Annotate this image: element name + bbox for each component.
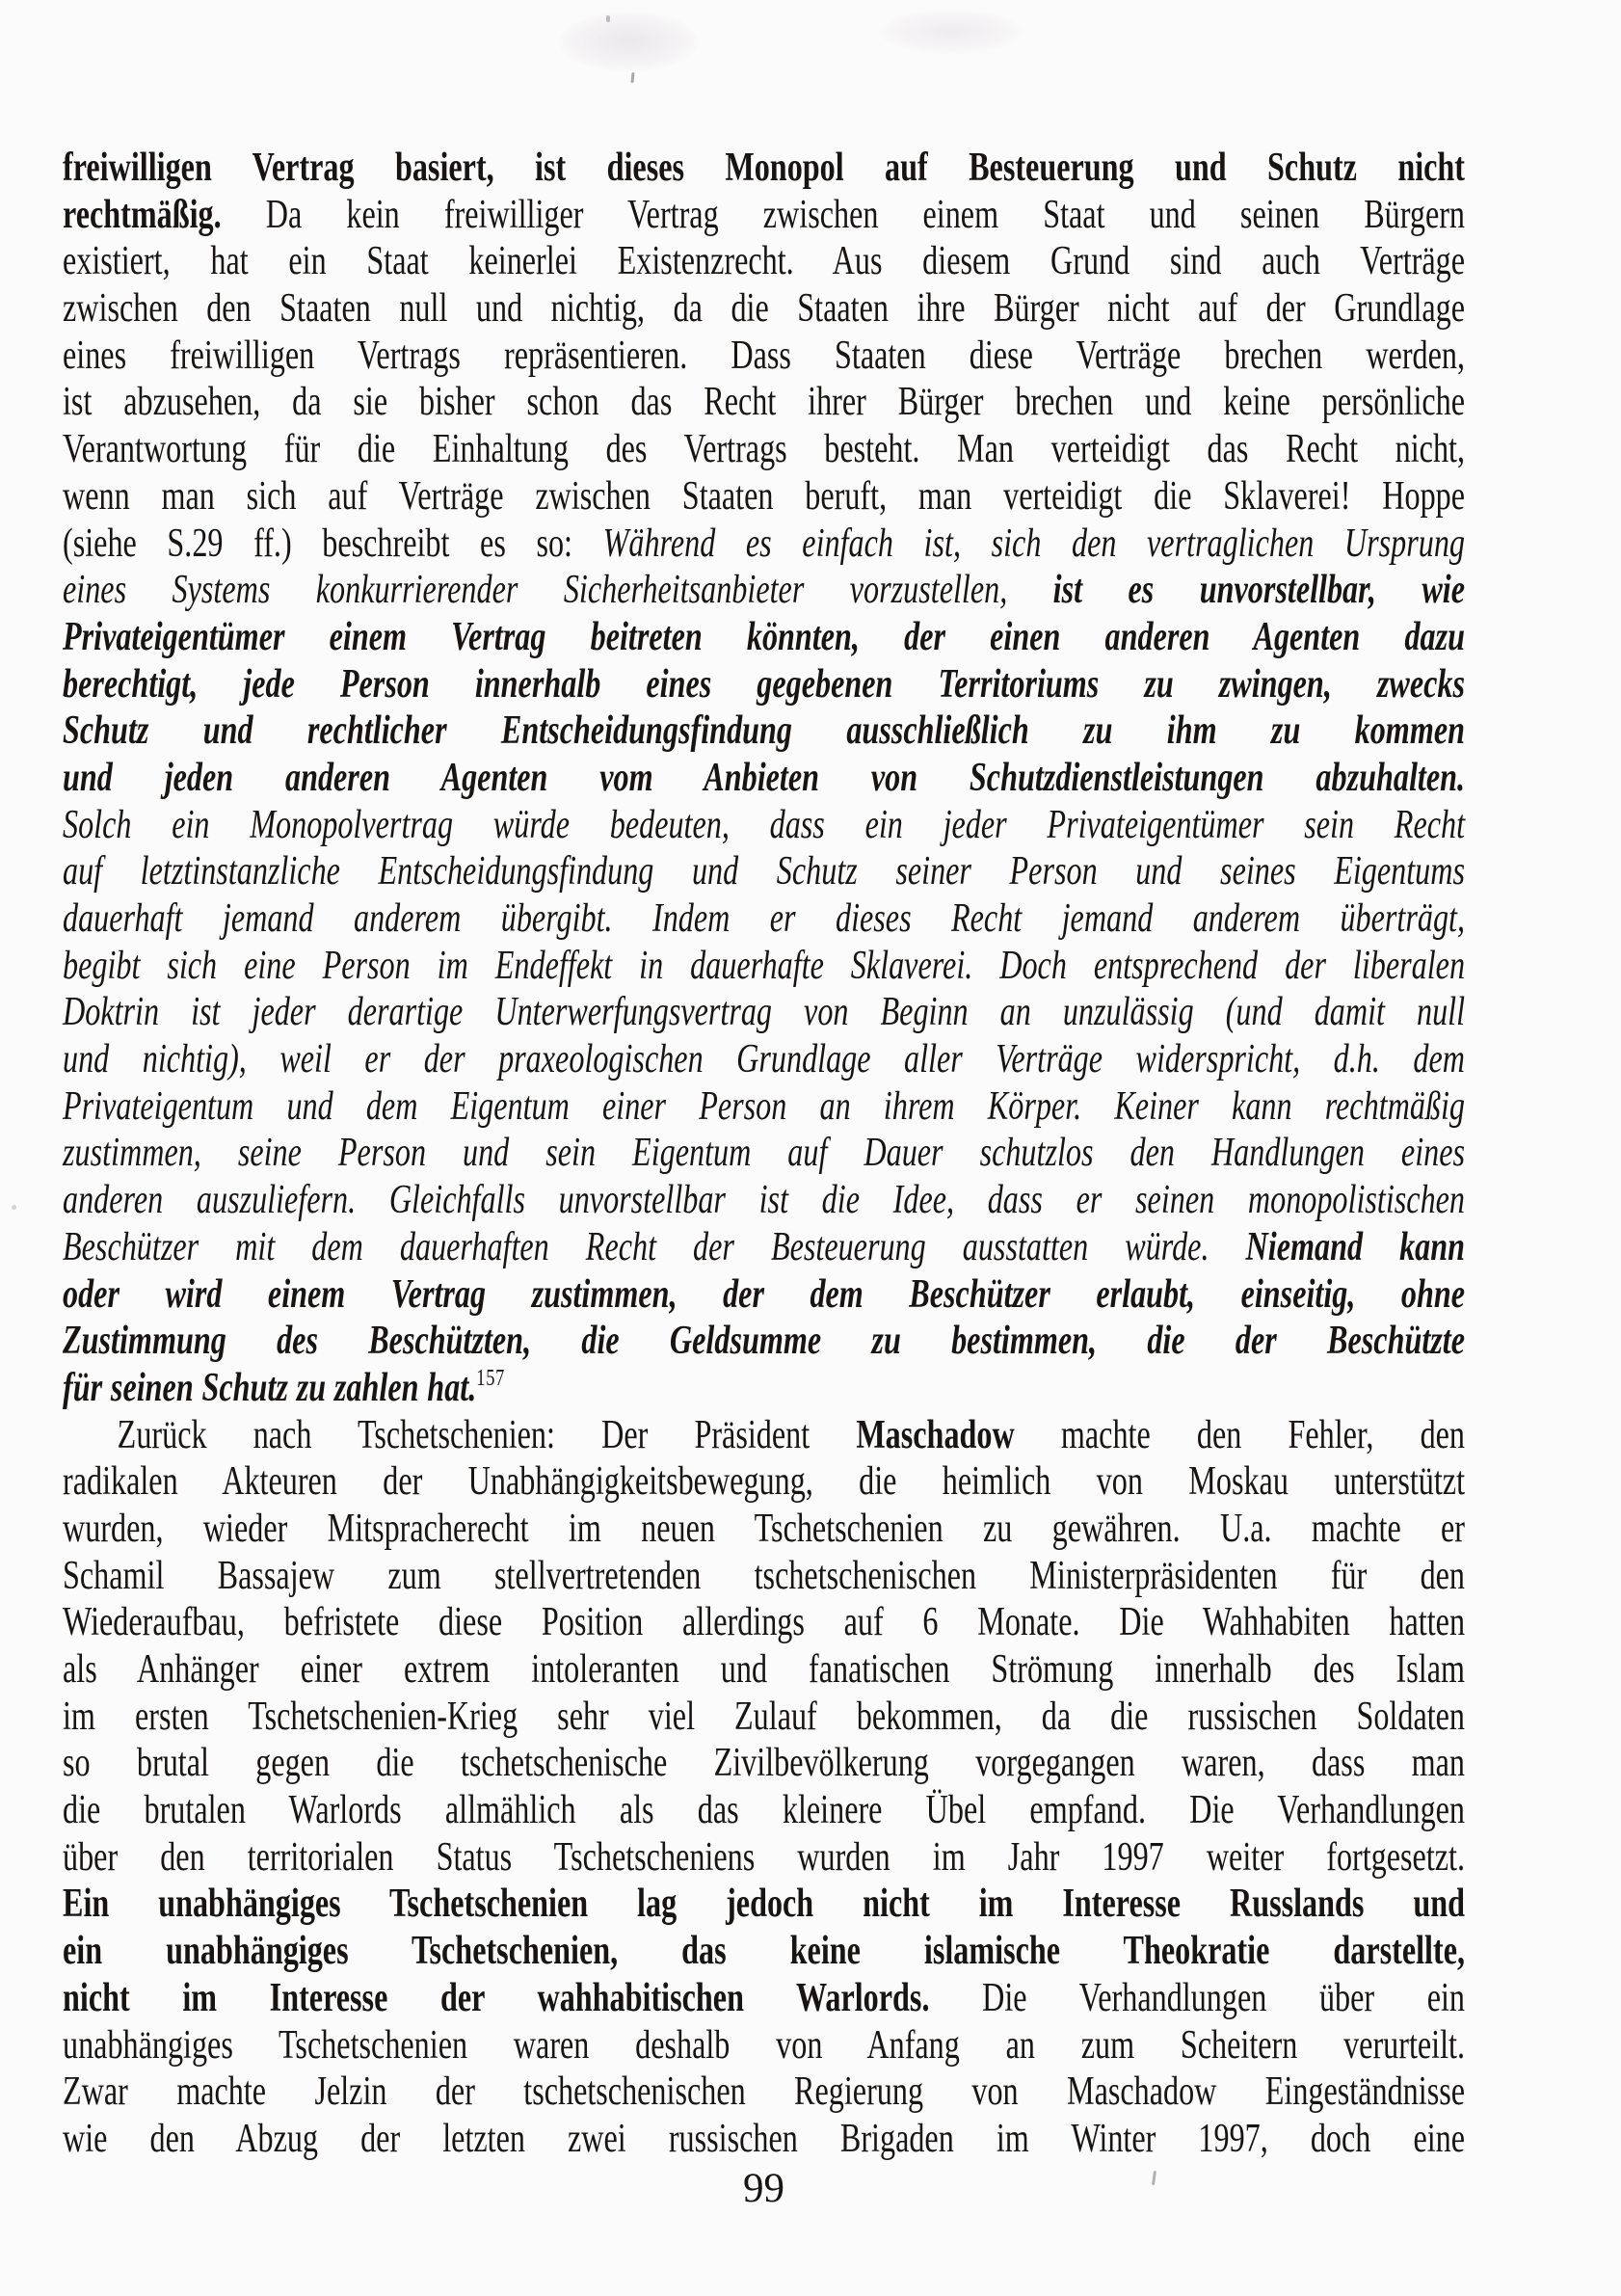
text-segment: existiert, hat ein Staat keinerlei Existenzrecht. Aus diesem Grund sind auch Verträge [63,239,1466,284]
text-segment: rechtmäßig. [63,192,222,237]
text-segment: ist es unvorstellbar, wie [1052,568,1466,613]
text-segment: Wiederaufbau, befristete diese Position allerdings auf 6 Monate. Die Wahhabiten hatten [63,1600,1466,1645]
text-segment: dauerhaft jemand anderem übergibt. Indem er dieses Recht jemand anderem überträgt, [63,896,1466,941]
text-line [63,1740,1465,1787]
text-segment: zustimmen, seine Person und sein Eigentum auf Dauer schutzlos den Handlungen eines [63,1131,1466,1176]
text-line [63,379,1465,426]
text-line [63,1506,1465,1553]
scan-smudge [559,12,699,71]
text-line [63,1599,1465,1646]
text-line [63,1177,1465,1224]
text-segment: begibt sich eine Person im Endeffekt in dauerhafte Sklaverei. Doch entsprechend der liberalen [63,943,1466,988]
text-line [63,1365,1465,1412]
text-line [63,192,1465,239]
text-segment: zwischen den Staaten null und nichtig, da die Staaten ihre Bürger nicht auf der Grundlage [63,286,1466,332]
text-segment: Maschadow [856,1412,1015,1457]
text-segment: nicht im Interesse der wahhabitischen Warlords. [63,1975,930,2020]
text-segment: oder wird einem Vertrag zustimmen, der dem Beschützer erlaubt, einseitig, ohne [63,1271,1466,1317]
text-line [63,1083,1465,1131]
text-segment: Beschützer mit dem dauerhaften Recht der Besteuerung ausstatten würde. [63,1224,1246,1269]
text-segment: Schutz und rechtlicher Entscheidungsfindung ausschließlich zu ihm zu kommen [63,708,1466,754]
text-line [63,1975,1465,2022]
text-line [63,802,1465,849]
page-number: 99 [743,2166,784,2211]
text-segment: die brutalen Warlords allmählich als das kleinere Übel empfand. Die Verhandlungen [63,1788,1466,1833]
text-block [63,145,1465,2163]
text-line [63,1834,1465,1882]
text-segment: wurden, wieder Mitspracherecht im neuen Tschetschenien zu gewähren. U.a. machte er [63,1506,1466,1551]
text-segment: Niemand kann [1245,1224,1466,1269]
text-segment: ist abzusehen, da sie bisher schon das Recht ihrer Bürger brechen und keine persönliche [63,380,1466,425]
scan-speck [12,1205,16,1210]
text-line [63,614,1465,661]
text-segment: unabhängiges Tschetschenien waren deshalb von Anfang an zum Scheitern verurteilt. [63,2022,1466,2068]
scan-speck [630,72,634,83]
text-line [63,238,1465,285]
text-line [63,943,1465,990]
text-line [63,1458,1465,1506]
paragraph-lines [63,145,1465,2163]
text-line [63,1318,1465,1365]
text-segment: im ersten Tschetschenien-Krieg sehr viel Zulauf bekommen, da die russischen Soldaten [63,1694,1466,1739]
text-segment: über den territorialen Status Tschetscheniens wurden im Jahr 1997 weiter fortgesetzt. [63,1834,1466,1880]
text-segment: freiwilligen Vertrag basiert, ist dieses Monopol auf Besteuerung und Schutz nicht [63,146,1466,190]
text-segment: wie den Abzug der letzten zwei russischen Brigaden im Winter 1997, doch eine [63,2116,1466,2161]
text-segment: Während es einfach ist, sich den vertraglichen Ursprung [602,521,1466,566]
text-line [63,426,1465,473]
text-segment: Privateigentümer einem Vertrag beitreten könnten, der einen anderen Agenten dazu [63,614,1466,659]
text-line [63,1271,1465,1319]
text-segment: (siehe S.29 ff.) beschreibt es so: [63,521,603,566]
text-line [63,1881,1465,1928]
text-line [63,1412,1465,1459]
text-line [63,1224,1465,1271]
text-segment: Doktrin ist jeder derartige Unterwerfungsvertrag von Beginn an unzulässig (und damit null [63,990,1466,1035]
text-segment: wenn man sich auf Verträge zwischen Staaten beruft, man verteidigt die Sklaverei! Hoppe [63,473,1466,519]
footnote-ref: 157 [476,1365,506,1391]
text-line [63,2116,1465,2163]
text-line [63,1130,1465,1177]
text-segment: und jeden anderen Agenten vom Anbieten von Schutzdienstleistungen abzuhalten. [63,755,1466,800]
text-segment: Zurück nach Tschetschenien: Der Präsident [117,1412,857,1457]
text-line [63,989,1465,1036]
text-segment: Zwar machte Jelzin der tschetschenischen Regierung von Maschadow Eingeständnisse [63,2069,1466,2115]
text-segment: anderen auszuliefern. Gleichfalls unvorstellbar ist die Idee, dass er seinen monopolistischen [63,1178,1466,1223]
text-segment: berechtigt, jede Person innerhalb eines gegebenen Territoriums zu zwingen, zwecks [63,661,1466,707]
text-line [63,2069,1465,2116]
text-segment: Privateigentum und dem Eigentum einer Person an ihrem Körper. Keiner kann rechtmäßig [63,1083,1466,1129]
text-segment: so brutal gegen die tschetschenische Zivilbevölkerung vorgegangen waren, dass man [63,1741,1466,1786]
text-segment: ein unabhängiges Tschetschenien, das keine islamische Theokratie darstellte, [63,1929,1466,1974]
text-segment: Solch ein Monopolvertrag würde bedeuten, dass ein jeder Privateigentümer sein Recht [63,802,1466,847]
text-line [63,567,1465,614]
text-segment: Ein unabhängiges Tschetschenien lag jedoch nicht im Interesse Russlands und [63,1882,1466,1927]
text-segment: radikalen Akteuren der Unabhängigkeitsbewegung, die heimlich von Moskau unterstützt [63,1459,1466,1505]
text-segment: auf letztinstanzliche Entscheidungsfindung und Schutz seiner Person und seines Eigentums [63,849,1466,894]
text-line [63,285,1465,333]
text-line [63,895,1465,943]
text-segment: Die Verhandlungen über ein [929,1975,1466,2020]
text-line [63,1036,1465,1083]
text-line [63,145,1465,192]
text-line [63,1787,1465,1834]
text-segment: machte den Fehler, den [1014,1412,1466,1457]
text-line [63,1553,1465,1600]
text-line [63,661,1465,708]
text-segment: eines Systems konkurrierender Sicherheitsanbieter vorzustellen, [63,568,1053,613]
text-line [63,521,1465,568]
text-segment: und nichtig), weil er der praxeologischen Grundlage aller Verträge widerspricht, d.h. dem [63,1037,1466,1082]
scan-speck [606,15,610,22]
text-segment: für seinen Schutz zu zahlen hat. [63,1365,477,1410]
scan-smudge [879,10,1023,54]
text-line [63,1646,1465,1694]
text-line [63,848,1465,895]
text-line [63,2022,1465,2069]
text-segment: als Anhänger einer extrem intoleranten und fanatischen Strömung innerhalb des Islam [63,1647,1466,1692]
text-segment: Zustimmung des Beschützten, die Geldsumme zu bestimmen, die der Beschützte [63,1319,1466,1364]
text-line [63,707,1465,755]
text-segment: eines freiwilligen Vertrags repräsentieren. Dass Staaten diese Verträge brechen werden, [63,333,1466,378]
text-line [63,1928,1465,1975]
text-line [63,1694,1465,1741]
text-line [63,755,1465,802]
text-segment: Schamil Bassajew zum stellvertretenden tschetschenischen Ministerpräsidenten für den [63,1553,1466,1598]
text-line [63,333,1465,380]
text-line [63,473,1465,521]
text-segment: Verantwortung für die Einhaltung des Vertrags besteht. Man verteidigt das Recht nicht, [63,427,1466,472]
text-segment: Da kein freiwilliger Vertrag zwischen einem Staat und seinen Bürgern [221,192,1466,237]
